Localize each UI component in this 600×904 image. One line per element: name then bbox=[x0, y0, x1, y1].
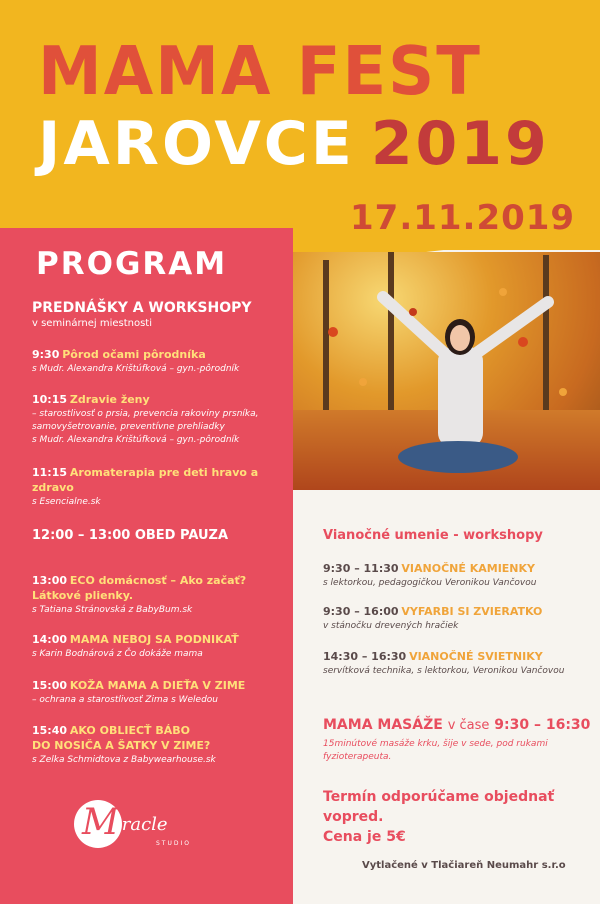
logo-sub: STUDIO bbox=[156, 840, 191, 847]
workshop-item bbox=[323, 650, 564, 678]
item-line: s Karin Bodnárová z Čo dokáže mama bbox=[32, 649, 203, 659]
item-line: s Mudr. Alexandra Krištúfková – gyn.-pôrodník bbox=[32, 364, 240, 374]
title-place: JAROVCE bbox=[38, 109, 355, 179]
item-name: Zdravie ženy bbox=[69, 393, 150, 406]
workshop-line: servítková technika, s lektorkou, Veronikou Vančovou bbox=[323, 666, 565, 676]
workshop-name: VIANOČNÉ KAMIENKY bbox=[401, 562, 536, 575]
program-item bbox=[32, 574, 290, 617]
section-title: PREDNÁŠKY A WORKSHOPY bbox=[32, 300, 252, 316]
item-line: s Esencialne.sk bbox=[32, 497, 101, 507]
workshop-name: VIANOČNÉ SVIETNIKY bbox=[409, 650, 543, 663]
logo-initial: M bbox=[82, 802, 119, 843]
massage-prefix: v čase bbox=[447, 718, 490, 733]
item-name: ECO domácnosť – Ako začať? bbox=[69, 574, 247, 587]
workshop-item bbox=[323, 562, 536, 590]
item-line: s Mudr. Alexandra Krištúfková – gyn.-pôrodník bbox=[32, 435, 240, 445]
workshop-line: v stánočku drevených hračiek bbox=[323, 621, 459, 631]
logo-text: iracle bbox=[116, 814, 168, 835]
item-time: 15:40 bbox=[32, 724, 68, 737]
massage-time: 9:30 – 16:30 bbox=[494, 717, 591, 733]
lunch-break: 12:00 – 13:00 OBED PAUZA bbox=[32, 528, 229, 543]
title-line-1 bbox=[38, 33, 482, 111]
workshops-title: Vianočné umenie - workshopy bbox=[323, 528, 543, 543]
item-line: s Zelka Schmidtova z Babywearhouse.sk bbox=[32, 755, 216, 765]
program-item bbox=[32, 724, 290, 767]
item-time: 13:00 bbox=[32, 574, 68, 587]
title-line-2 bbox=[38, 109, 550, 179]
item-name-2: Látkové plienky. bbox=[32, 589, 134, 602]
program-item bbox=[32, 348, 290, 376]
workshop-time: 9:30 – 11:30 bbox=[323, 562, 399, 575]
title-mama: MAMA bbox=[38, 33, 273, 111]
miracle-studio-logo bbox=[74, 798, 194, 858]
item-name: Pôrod očami pôrodníka bbox=[62, 348, 206, 361]
program-item bbox=[32, 393, 290, 447]
item-name-2: DO NOSIČA A ŠATKY V ZIME? bbox=[32, 739, 211, 752]
order-line-1: Termín odporúčame objednať vopred. bbox=[323, 789, 555, 825]
order-price: Cena je 5€ bbox=[323, 829, 406, 845]
section-subtitle: v seminárnej miestnosti bbox=[32, 318, 152, 329]
massage-description: 15minútové masáže krku, šije v sede, pod rukami fyzioterapeuta. bbox=[323, 739, 548, 762]
item-line: s Tatiana Stránovská z BabyBum.sk bbox=[32, 605, 193, 615]
workshop-item bbox=[323, 605, 542, 633]
event-date: 17.11.2019 bbox=[350, 198, 576, 238]
workshop-line: s lektorkou, pedagogičkou Veronikou Vančovou bbox=[323, 578, 537, 588]
item-name: AKO OBLIECŤ BÁBO bbox=[69, 724, 191, 737]
item-time: 10:15 bbox=[32, 393, 68, 406]
workshop-time: 9:30 – 16:00 bbox=[323, 605, 399, 618]
order-info bbox=[323, 787, 600, 847]
workshop-name: VYFARBI SI ZVIERATKO bbox=[401, 605, 543, 618]
item-time: 9:30 bbox=[32, 348, 60, 361]
workshop-time: 14:30 – 16:30 bbox=[323, 650, 407, 663]
item-time: 11:15 bbox=[32, 466, 68, 479]
massage-heading bbox=[323, 717, 590, 733]
item-line: – ochrana a starostlivosť Zima s Weledou bbox=[32, 695, 219, 705]
program-title: PROGRAM bbox=[36, 246, 228, 282]
massage-title: MAMA MASÁŽE bbox=[323, 717, 443, 733]
item-time: 14:00 bbox=[32, 633, 68, 646]
printed-by: Vytlačené v Tlačiareň Neumahr s.r.o bbox=[362, 860, 566, 871]
woman-figure bbox=[293, 252, 600, 490]
item-name: MAMA NEBOJ SA PODNIKAŤ bbox=[69, 633, 239, 646]
program-item bbox=[32, 679, 290, 707]
autumn-photo bbox=[293, 252, 600, 490]
item-name: Aromaterapia pre deti hravo a zdravo bbox=[32, 466, 259, 494]
title-year: 2019 bbox=[370, 109, 550, 179]
item-line: – starostlivosť o prsia, prevencia rakoviny prsníka, bbox=[32, 409, 259, 419]
program-item bbox=[32, 633, 290, 661]
item-name: KOŽA MAMA A DIEŤA V ZIME bbox=[69, 679, 246, 692]
item-time: 15:00 bbox=[32, 679, 68, 692]
title-fest: FEST bbox=[296, 33, 482, 111]
program-item bbox=[32, 466, 290, 509]
item-line: samovyšetrovanie, preventívne prehliadky bbox=[32, 422, 225, 432]
